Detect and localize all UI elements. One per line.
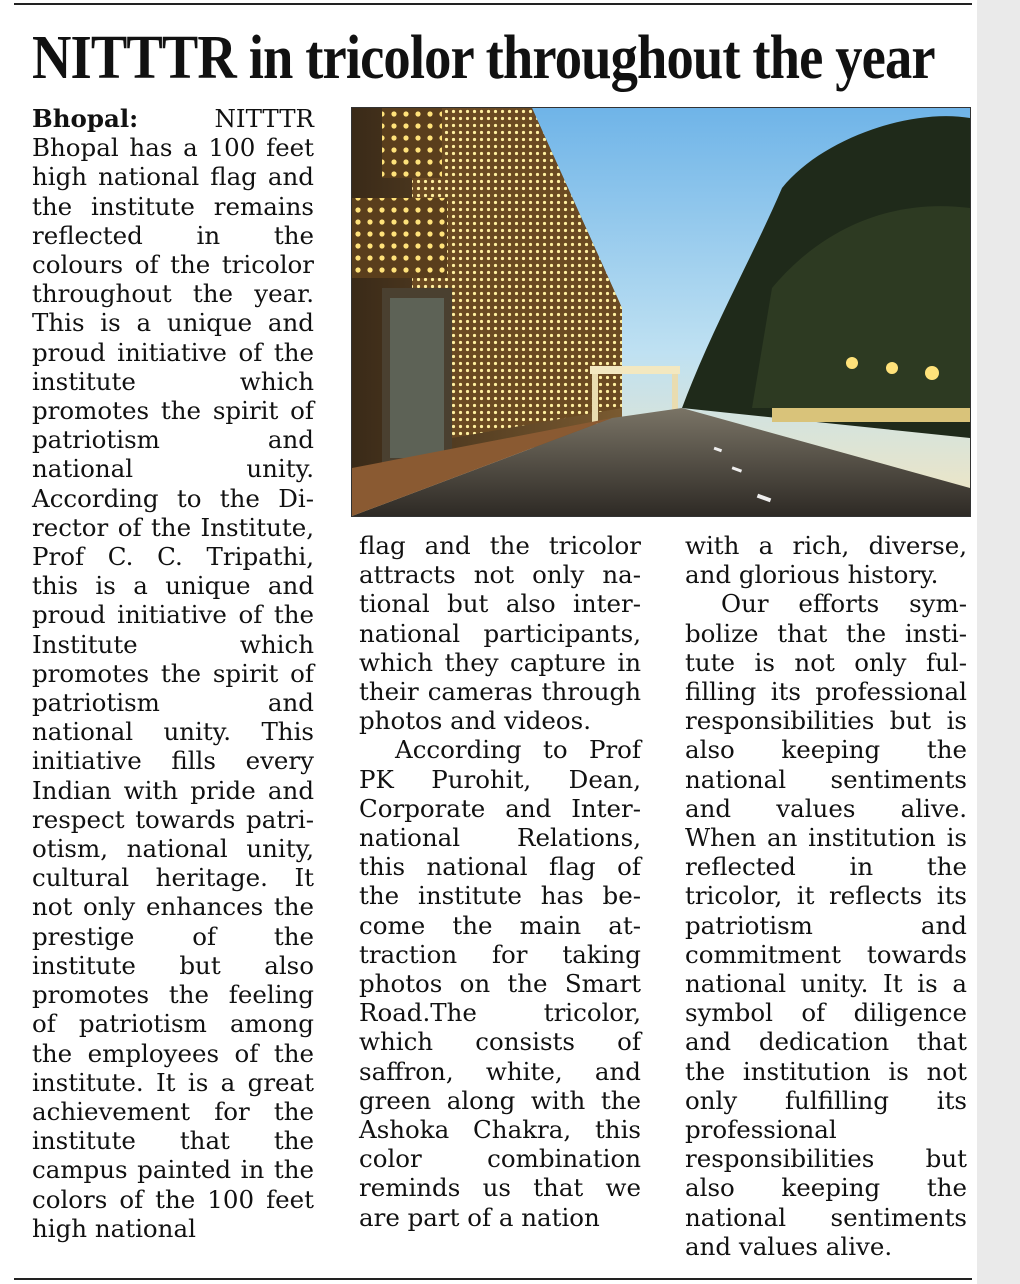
page-edge-strip xyxy=(977,0,1020,1284)
article-column-2 xyxy=(359,531,641,1232)
illuminated-building-image xyxy=(352,108,970,516)
column-2-paragraph-2: According to Prof PK Purohit, Dean, Corporate and International Relations, this national flag of the institute has become the main attraction for taking photos on the Smart Road.The tricolor, which consists of saffron, white, and green along with the Ashoka Chakra, this color combination reminds us that we are part of a nation xyxy=(359,735,641,1232)
article-column-3 xyxy=(685,531,967,1261)
column-1-text: NITTTR Bhopal has a 100 feet high national flag and the institute remains reflected in the colours of the tricolor throughout the year. This is a unique and proud initiative of the institute which promotes the spirit of patriotism and national unity. According to the Director of the Institute, Prof C. C. Tripathi, this is a unique and proud initiative of the Institute which promotes the spirit of patriotism and national unity. This initiative fills every Indian with pride and respect towards patriotism, national unity, cultural heritage. It not only enhances the prestige of the institute but also promotes the feeling of patriotism among the employees of the institute. It is a great achievement for the institute that the campus painted in the colors of the 100 feet high national xyxy=(32,104,314,1243)
dateline: Bhopal: xyxy=(32,104,139,133)
headline: NITTTR in tricolor throughout the year xyxy=(32,24,935,92)
column-3-paragraph-1: with a rich, diverse, and glorious history. xyxy=(685,531,967,590)
top-rule xyxy=(14,3,972,5)
article-column-1 xyxy=(32,104,314,1243)
article-photo xyxy=(351,107,971,517)
bottom-rule xyxy=(14,1278,972,1280)
column-2-paragraph-1: flag and the tricolor attracts not only national but also international participants, which they capture in their cameras through photos and videos. xyxy=(359,531,641,736)
column-3-paragraph-2: Our efforts symbolize that the institute is not only fulfilling its professional responsibilities but is also keeping the national sentiments and values alive. When an institution is reflected in the tricolor, it reflects its patriotism and commitment towards national unity. It is a symbol of diligence and dedication that the institution is not only fulfilling its professional responsibilities but also keeping the national sentiments and values alive. xyxy=(685,589,967,1261)
